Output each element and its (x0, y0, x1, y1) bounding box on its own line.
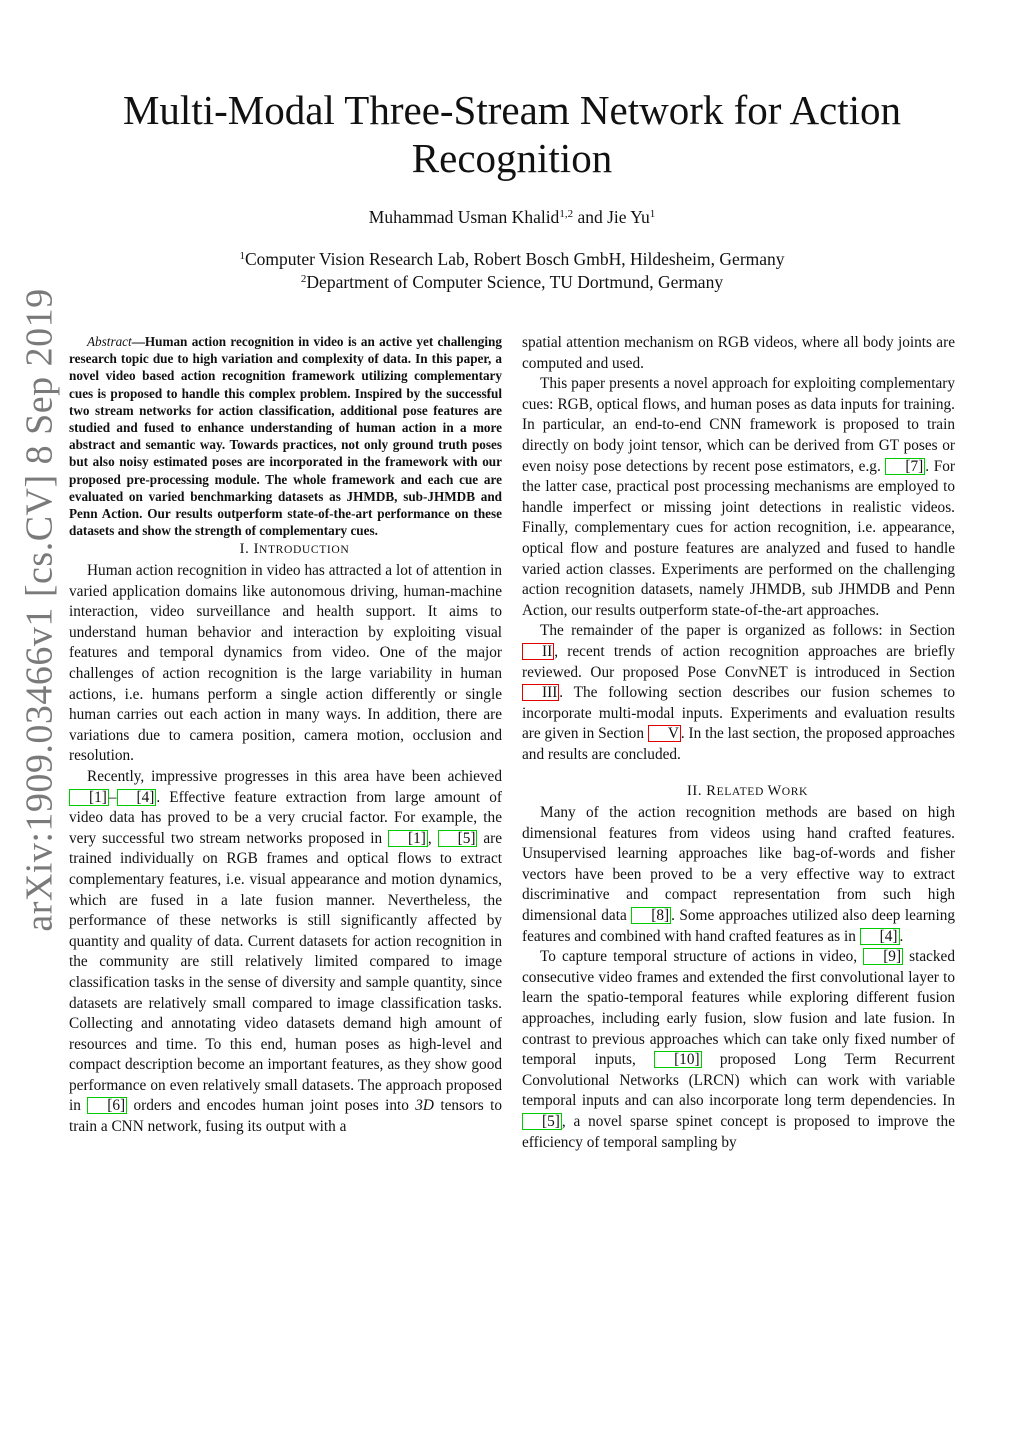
section-heading-introduction (69, 539, 502, 561)
section-initial: R (706, 783, 717, 800)
related-paragraph-2 (522, 947, 955, 1153)
affiliation-2-text: Department of Computer Science, TU Dortmund, Germany (306, 272, 724, 292)
text-run: . (899, 927, 904, 945)
intro-paragraph-2 (69, 767, 502, 1138)
arxiv-stamp-text: arXiv:1909.03466v1 [cs.CV] 8 Sep 2019 (19, 288, 61, 932)
author-1-affil: 1,2 (559, 208, 574, 220)
section-initial: W (767, 783, 782, 800)
text-run: Many of the action recognition methods are based on high dimensional features from videos using hand crafted features. Unsupervised learning approaches like bag-of-words and fisher vectors have been proved to be a very effective way to extract discriminative and compact representation from such high dimensional data (522, 804, 955, 925)
citation-link[interactable]: [5] (522, 1113, 562, 1130)
affiliations (70, 248, 954, 294)
text-run: stacked consecutive video frames and extended the first convolutional layer to learn the spatio-temporal features while exploring different fusion approaches, including early fusion, slow fusion and late fusion. In contrast to previous approaches which can take only fixed number of temporal inputs, (522, 948, 955, 1069)
section-rest: ELATED (716, 785, 768, 799)
right-paragraph-1 (522, 374, 955, 621)
affiliation-2 (70, 271, 954, 294)
text-run: . In the last section, the proposed approaches and results are concluded. (522, 725, 955, 763)
math-3d: 3D (415, 1097, 434, 1115)
citation-link[interactable]: [8] (631, 907, 671, 924)
author-and: and (573, 207, 608, 227)
section-link[interactable]: III (522, 684, 559, 701)
right-column (522, 333, 955, 1153)
citation-link[interactable]: [9] (863, 948, 903, 965)
text-run: . The following section describes our fusion schemes to incorporate multi-modal inputs. Experiments and evaluation results are given in Section (522, 684, 955, 743)
section-number: I. (239, 541, 254, 558)
affiliation-1 (70, 248, 954, 271)
section-initial: I (253, 541, 259, 558)
affiliation-1-text: Computer Vision Research Lab, Robert Bosch GmbH, Hildesheim, Germany (244, 249, 785, 269)
text-run: , (427, 829, 438, 847)
section-rest: ORK (781, 785, 809, 799)
author-1: Muhammad Usman Khalid (368, 207, 560, 227)
abstract (69, 333, 502, 539)
citation-link[interactable]: [1] (388, 830, 428, 847)
author-2-affil: 1 (649, 208, 656, 220)
citation-link[interactable]: [10] (654, 1051, 702, 1068)
author-2: Jie Yu (607, 207, 650, 227)
citation-link[interactable]: [7] (885, 458, 925, 475)
citation-link[interactable]: [6] (87, 1097, 127, 1114)
abstract-dash: — (131, 334, 145, 349)
intro-paragraph-1: Human action recognition in video has attracted a lot of attention in varied application domains like autonomous driving, human-machine interaction, video surveillance and health support. It aims to understand human behavior and interaction by exploiting visual features and temporal dynamics from video. One of the major challenges of action recognition is the large variability in human actions, i.e. humans perform a single action differently or single human carries out each action in many ways. In addition, there are variations due to camera position, camera motion, occlusion and resolution. (69, 562, 502, 765)
affiliation-1-mark: 1 (239, 250, 245, 262)
section-number: II. (686, 783, 707, 800)
citation-link[interactable]: [1] (69, 789, 109, 806)
spacer (522, 765, 955, 781)
author-line (70, 206, 954, 228)
section-link[interactable]: II (522, 643, 554, 660)
text-run: Recently, impressive progresses in this area have been achieved (87, 767, 502, 785)
text-run: . Effective feature extraction from large amount of video data has proved to be a very crucial factor. For example, the very successful two stream networks proposed in (69, 788, 502, 847)
text-run: . For the latter case, practical post processing mechanisms are employed to handle imperfect or missing joint detections in realistic videos. Finally, complementary cues for action recognition, i.e. appearance, optical flow and posture features are analyzed and fused to handle varied action classes. Experiments are performed on the challenging action recognition datasets, namely JHMDB, sub JHMDB and Penn Action, our results outperform state-of-the-art approaches. (522, 457, 955, 619)
text-run: The remainder of the paper is organized as follows: in Section (540, 622, 955, 640)
right-paragraph-2 (522, 621, 955, 765)
paper-title: Multi-Modal Three-Stream Network for Action Recognition (122, 87, 902, 181)
text-run: , recent trends of action recognition approaches are briefly reviewed. Our proposed Pose ConvNET is introduced in Section (522, 642, 955, 681)
citation-link[interactable]: [4] (117, 789, 157, 806)
text-run: proposed Long Term Recurrent Convolutional Networks (LRCN) which can work with variable temporal inputs and can also incorporate long term dependencies. In (522, 1051, 955, 1110)
related-paragraph-1 (522, 803, 955, 947)
left-column (69, 333, 502, 1138)
section-link[interactable]: V (648, 725, 681, 742)
abstract-label: Abstract (87, 334, 132, 349)
citation-link[interactable]: [5] (438, 830, 478, 847)
abstract-text: Human action recognition in video is an active yet challenging research topic due to high variation and complexity of data. In this paper, a novel video based action recognition framework utilizing complementary cues is proposed to handle this complex problem. Inspired by the successful two stream networks for action classification, additional pose features are studied and fused to enhance understanding of human action in a more abstract and semantic way. Towards practices, not only ground truth poses but also noisy estimated poses are incorporated in the framework with our proposed pre-processing module. The whole framework and each cue are evaluated on varied benchmarking datasets as JHMDB, sub-JHMDB and Penn Action. Our results outperform state-of-the-art performance on these datasets and show the strength of complementary cues. (69, 334, 502, 539)
citation-link[interactable]: [4] (860, 928, 900, 945)
section-heading-related-work (522, 781, 955, 803)
text-run: This paper presents a novel approach for exploiting complementary cues: RGB, optical flows, and human poses as data inputs for training. In particular, an end-to-end CNN framework is proposed to train directly on body joint tensor, which can be derived from GT poses or even noisy pose detections by recent pose estimators, e.g. (522, 375, 955, 475)
right-paragraph-0: spatial attention mechanism on RGB videos, where all body joints are computed and used. (522, 334, 955, 372)
affiliation-2-mark: 2 (300, 273, 307, 285)
text-run: orders and encodes human joint poses into (127, 1097, 416, 1115)
text-run: , a novel sparse spinet concept is proposed to improve the efficiency of temporal sampling by (522, 1112, 955, 1151)
arxiv-stamp (12, 180, 68, 1040)
text-run: tensors to train a CNN network, fusing its output with a (69, 1097, 502, 1136)
text-run: To capture temporal structure of actions in video, (540, 948, 864, 966)
text-run: – (108, 788, 117, 806)
section-rest: NTRODUCTION (259, 543, 350, 557)
text-run: . Some approaches utilized also deep learning features and combined with hand crafted features as in (522, 907, 955, 945)
text-run: are trained individually on RGB frames and optical flows to extract complementary features, i.e. visual appearance and motion dynamics, which are fused in a late fusion manner. Nevertheless, the performance of these networks is still significantly affected by quantity and quality of data. Current datasets for action recognition in the community are still relatively limited compared to image classification tasks in the sense of diversity and sample quantity, since datasets are relatively small compared to image classification tasks. Collecting and annotating video datasets demand high amount of resources and time. To this end, human poses as high-level and compact description become an important features, as they show good performance on even relatively small datasets. The approach proposed in (69, 829, 502, 1115)
